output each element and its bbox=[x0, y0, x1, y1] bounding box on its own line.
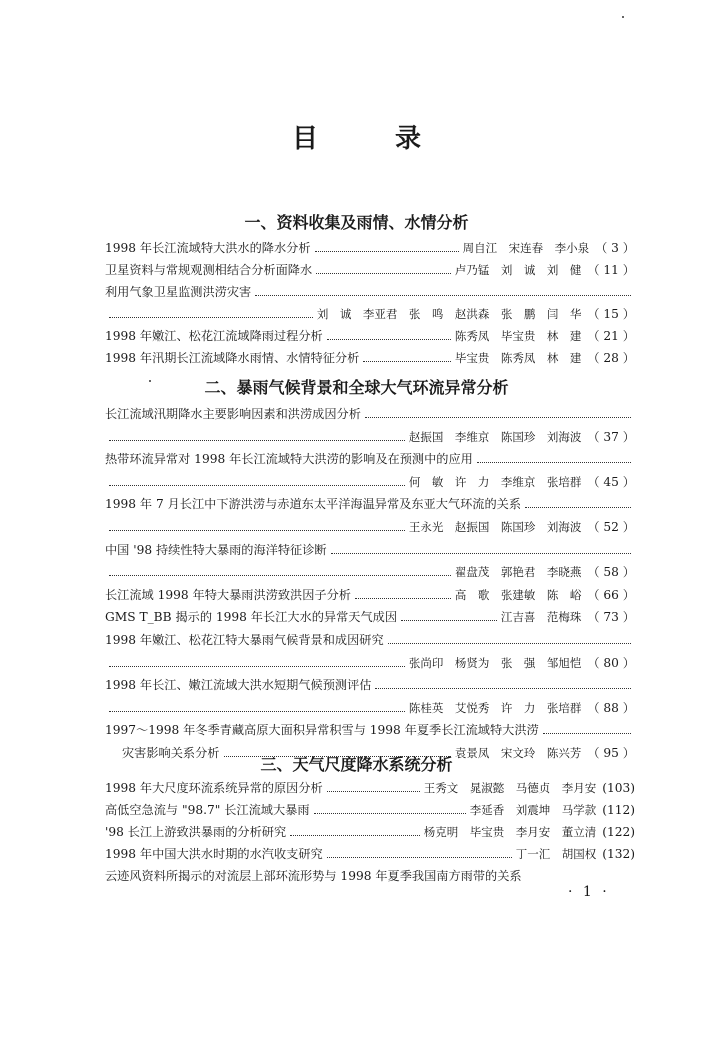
toc-entry-page: （ 3 ） bbox=[595, 241, 635, 255]
leader-dots bbox=[255, 284, 631, 296]
toc-entry[interactable] bbox=[105, 284, 635, 300]
toc-entry[interactable] bbox=[105, 609, 635, 625]
leader-dots bbox=[375, 677, 631, 689]
toc-entry-title: 1998 年汛期长江流域降水雨情、水情特征分析 bbox=[105, 351, 360, 365]
toc-entry-page: （ 73 ） bbox=[587, 610, 635, 624]
leader-dots bbox=[525, 496, 631, 508]
toc-entry-authors: 赵振国 李维京 陈国珍 刘海波 bbox=[408, 430, 582, 444]
toc-entry[interactable] bbox=[105, 306, 635, 322]
toc-entry-authors: 江吉喜 范梅珠 bbox=[500, 610, 582, 624]
toc-entry-authors: 翟盘茂 郭艳君 李晓燕 bbox=[454, 565, 582, 579]
leader-dots bbox=[363, 350, 451, 362]
leader-dots bbox=[327, 846, 512, 858]
toc-entry-authors: 高 歌 张建敏 陈 峪 bbox=[454, 588, 582, 602]
toc-entry[interactable] bbox=[105, 780, 635, 796]
toc-entry-page: (112) bbox=[602, 803, 635, 817]
toc-entry-authors: 陈秀凤 毕宝贵 林 建 bbox=[454, 329, 582, 343]
toc-entry-authors: 周自江 宋连春 李小泉 bbox=[462, 241, 590, 255]
toc-entry-page: （ 37 ） bbox=[587, 430, 635, 444]
toc-entry[interactable] bbox=[105, 655, 635, 671]
leader-dots bbox=[355, 587, 451, 599]
page-number: · 1 · bbox=[568, 884, 610, 900]
toc-entry[interactable] bbox=[105, 451, 635, 467]
toc-entry-page: （ 11 ） bbox=[587, 263, 635, 277]
toc-entry-title: 1998 年嫩江、松花江流域降雨过程分析 bbox=[105, 329, 323, 343]
leader-dots bbox=[109, 519, 405, 531]
toc-entry-title: 1998 年大尺度环流系统异常的原因分析 bbox=[105, 781, 323, 795]
toc-entry[interactable] bbox=[105, 429, 635, 445]
leader-dots bbox=[327, 328, 451, 340]
toc-entry-authors: 杨克明 毕宝贵 李月安 董立清 bbox=[423, 825, 597, 839]
toc-entry-page: （ 28 ） bbox=[587, 351, 635, 365]
leader-dots bbox=[109, 474, 405, 486]
scan-speck bbox=[149, 380, 151, 382]
toc-entry-page: （ 21 ） bbox=[587, 329, 635, 343]
leader-dots bbox=[109, 655, 405, 667]
toc-entry[interactable] bbox=[105, 802, 635, 818]
toc-entry-page: (132) bbox=[602, 847, 635, 861]
toc-entry[interactable] bbox=[105, 240, 635, 256]
toc-entry[interactable] bbox=[105, 350, 635, 366]
toc-entry-page: （ 95 ） bbox=[587, 746, 635, 760]
toc-entry-page: （ 80 ） bbox=[587, 656, 635, 670]
toc-entry[interactable] bbox=[105, 868, 635, 884]
leader-dots bbox=[109, 700, 405, 712]
leader-dots bbox=[365, 406, 631, 418]
toc-entry[interactable] bbox=[105, 587, 635, 603]
toc-entry[interactable] bbox=[105, 262, 635, 278]
toc-entry[interactable] bbox=[105, 542, 635, 558]
toc-entry-title: 长江流域汛期降水主要影响因素和洪涝成因分析 bbox=[105, 407, 361, 421]
toc-entry-title: 1998 年长江、嫩江流域大洪水短期气候预测评估 bbox=[105, 678, 372, 692]
toc-entry-page: （ 15 ） bbox=[587, 307, 635, 321]
toc-entry-title: 长江流域 1998 年特大暴雨洪涝致洪因子分析 bbox=[105, 588, 351, 602]
leader-dots bbox=[477, 451, 631, 463]
toc-entry-title: 云迹风资料所揭示的对流层上部环流形势与 1998 年夏季我国南方雨带的关系 bbox=[105, 869, 522, 883]
toc-entry[interactable] bbox=[105, 564, 635, 580]
leader-dots bbox=[314, 802, 466, 814]
toc-entry[interactable] bbox=[105, 328, 635, 344]
section-heading: 一、资料收集及雨情、水情分析 bbox=[244, 213, 469, 232]
toc-entry-title: 1998 年长江流域特大洪水的降水分析 bbox=[105, 241, 311, 255]
page-title: 目 录 bbox=[291, 124, 456, 154]
toc-entry[interactable] bbox=[105, 722, 635, 738]
toc-entry-page: （ 52 ） bbox=[587, 520, 635, 534]
leader-dots bbox=[543, 722, 631, 734]
toc-entry[interactable] bbox=[105, 846, 635, 862]
leader-dots bbox=[316, 262, 451, 274]
toc-entry-authors: 刘 诚 李亚君 张 鸣 赵洪森 张 鹏 闫 华 bbox=[316, 307, 582, 321]
toc-entry-title: 1998 年 7 月长江中下游洪涝与赤道东太平洋海温异常及东亚大气环流的关系 bbox=[105, 497, 522, 511]
leader-dots bbox=[327, 780, 420, 792]
toc-entry[interactable] bbox=[105, 824, 635, 840]
toc-entry-authors: 卢乃锰 刘 诚 刘 健 bbox=[454, 263, 582, 277]
toc-entry[interactable] bbox=[105, 406, 635, 422]
toc-entry[interactable] bbox=[105, 700, 635, 716]
toc-entry-page: （ 45 ） bbox=[587, 475, 635, 489]
leader-dots bbox=[315, 240, 459, 252]
toc-entry-authors: 袁景凤 宋文玲 陈兴芳 bbox=[454, 746, 582, 760]
toc-entry-page: (122) bbox=[602, 825, 635, 839]
toc-entry-title: '98 长江上游致洪暴雨的分析研究 bbox=[105, 825, 287, 839]
toc-entry[interactable] bbox=[105, 632, 635, 648]
toc-entry-title: GMS T_BB 揭示的 1998 年长江大水的异常天气成因 bbox=[105, 610, 398, 624]
toc-entry-title: 1998 年嫩江、松花江特大暴雨气候背景和成因研究 bbox=[105, 633, 384, 647]
toc-entry-authors: 毕宝贵 陈秀凤 林 建 bbox=[454, 351, 582, 365]
leader-dots bbox=[109, 564, 451, 576]
toc-entry-title: 高低空急流与 "98.7" 长江流域大暴雨 bbox=[105, 803, 310, 817]
toc-entry-page: （ 66 ） bbox=[587, 588, 635, 602]
toc-entry-page: (103) bbox=[602, 781, 635, 795]
toc-entry[interactable] bbox=[105, 496, 635, 512]
toc-entry[interactable] bbox=[105, 519, 635, 535]
leader-dots bbox=[109, 429, 405, 441]
toc-entry-title: 利用气象卫星监测洪涝灾害 bbox=[105, 285, 252, 299]
toc-entry-authors: 丁一汇 胡国权 bbox=[515, 847, 597, 861]
section-heading: 三、天气尺度降水系统分析 bbox=[260, 755, 453, 774]
toc-entry-authors: 张尚印 杨贤为 张 强 邹旭恺 bbox=[408, 656, 582, 670]
toc-entry-title: 热带环流异常对 1998 年长江流域特大洪涝的影响及在预测中的应用 bbox=[105, 452, 473, 466]
leader-dots bbox=[109, 306, 313, 318]
toc-entry-authors: 王秀文 晁淑懿 马德贞 李月安 bbox=[423, 781, 597, 795]
toc-entry[interactable] bbox=[105, 474, 635, 490]
toc-entry-authors: 李延香 刘震坤 马学款 bbox=[469, 803, 597, 817]
leader-dots bbox=[290, 824, 420, 836]
toc-entry-title: 1997～1998 年冬季青藏高原大面积异常积雪与 1998 年夏季长江流域特大洪涝 bbox=[105, 723, 539, 737]
toc-entry-title: 卫星资料与常规观测相结合分析面降水 bbox=[105, 263, 313, 277]
toc-entry-authors: 王永光 赵振国 陈国珍 刘海波 bbox=[408, 520, 582, 534]
toc-entry-title: 中国 '98 持续性特大暴雨的海洋特征诊断 bbox=[105, 543, 327, 557]
toc-entry-title: 灾害影响关系分析 bbox=[122, 746, 220, 760]
toc-entry-authors: 何 敏 许 力 李维京 张培群 bbox=[408, 475, 582, 489]
toc-entry-page: （ 58 ） bbox=[587, 565, 635, 579]
toc-entry-page: （ 88 ） bbox=[587, 701, 635, 715]
leader-dots bbox=[401, 609, 497, 621]
leader-dots bbox=[388, 632, 631, 644]
toc-entry[interactable] bbox=[105, 677, 635, 693]
leader-dots bbox=[331, 542, 631, 554]
toc-entry-title: 1998 年中国大洪水时期的水汽收支研究 bbox=[105, 847, 323, 861]
section-heading: 二、暴雨气候背景和全球大气环流异常分析 bbox=[204, 378, 509, 397]
toc-entry-authors: 陈桂英 艾悦秀 许 力 张培群 bbox=[408, 701, 582, 715]
scan-speck bbox=[622, 16, 624, 18]
